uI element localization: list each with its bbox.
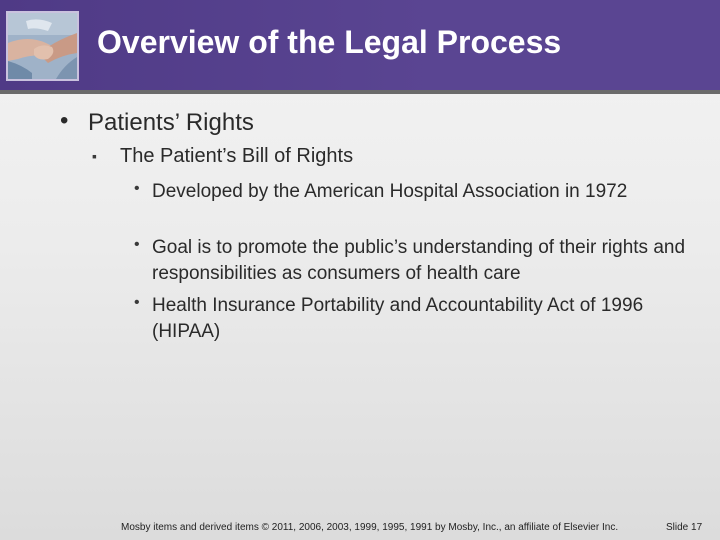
bullet-dot-icon: • bbox=[134, 180, 140, 197]
bullet-dot-icon: • bbox=[134, 236, 140, 253]
square-bullet-icon: ▪ bbox=[92, 148, 97, 164]
sub-bullet-text: Goal is to promote the public’s understanding of their rights and responsibilities as consumers of health care bbox=[152, 237, 686, 284]
bullet-dot-icon: • bbox=[134, 294, 140, 311]
copyright-footer: Mosby items and derived items © 2011, 2006, 2003, 1999, 1995, 1991 by Mosby, Inc., an affiliate of Elsevier Inc. bbox=[121, 522, 619, 533]
bullet-patients-rights: Patients’ Rights bbox=[88, 109, 254, 136]
sub-bullet-text: Developed by the American Hospital Association in 1972 bbox=[152, 181, 628, 202]
bullet-bill-of-rights: The Patient’s Bill of Rights bbox=[120, 145, 354, 167]
bullet-dot-icon: • bbox=[60, 107, 69, 134]
slide-title: Overview of the Legal Process bbox=[97, 24, 562, 60]
sub-bullet-text: Health Insurance Portability and Accountability Act of 1996 (HIPAA) bbox=[152, 295, 644, 342]
slide-number: Slide 17 bbox=[666, 522, 703, 533]
